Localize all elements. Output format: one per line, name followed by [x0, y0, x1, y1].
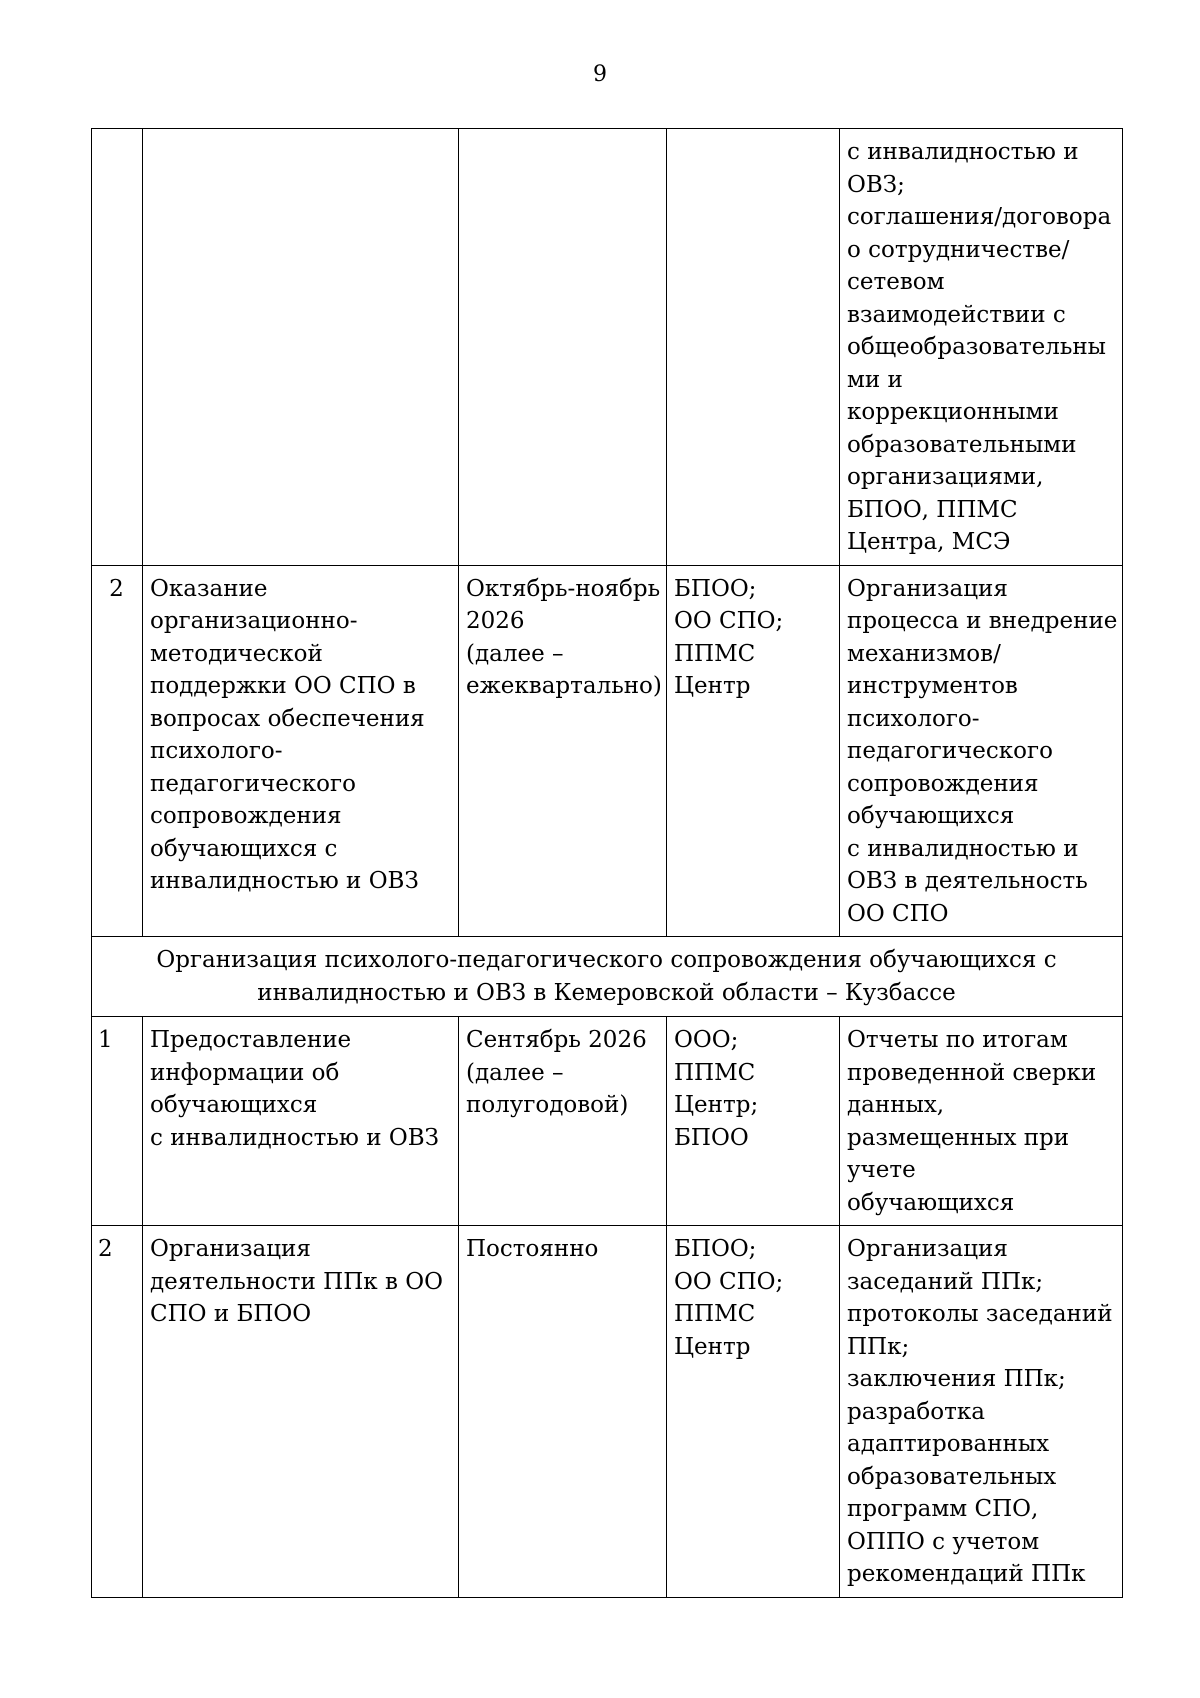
activity-line: психолого-: [150, 738, 283, 764]
section-header-row: [92, 937, 1123, 1017]
result-line: Организация: [847, 575, 1008, 602]
table-row: [92, 565, 1123, 937]
activity-line: сопровождения: [150, 803, 342, 829]
responsible-line: ОО СПО;: [674, 608, 784, 634]
activity-cell: [143, 1226, 459, 1598]
activity-line: организационно-: [150, 608, 358, 634]
term-line: (далее –: [466, 1059, 564, 1086]
result-line: БПОО, ППМС: [847, 496, 1018, 523]
result-line: адаптированных: [847, 1431, 1050, 1457]
table-row: [92, 129, 1123, 566]
result-line: заключения ППк;: [847, 1366, 1066, 1392]
responsible-cell: [667, 565, 840, 937]
responsible-cell: [667, 1226, 840, 1598]
result-line: механизмов/: [847, 640, 1001, 667]
section-header-cell: [92, 937, 1123, 1017]
activity-cell: [143, 129, 459, 566]
table-row: [92, 1226, 1123, 1598]
plan-table: [91, 128, 1123, 1598]
activity-line: обучающихся: [150, 1092, 318, 1118]
result-line: ми и: [847, 366, 903, 393]
result-line: программ СПО,: [847, 1496, 1039, 1522]
result-cell: [840, 1017, 1123, 1226]
activity-line: Предоставление: [150, 1027, 352, 1053]
result-line: процесса и внедрение: [847, 608, 1118, 634]
result-line: о сотрудничестве/: [847, 236, 1070, 263]
row-number-cell: 1: [92, 1017, 143, 1226]
section-title-line: Организация психолого-педагогического сопровождения обучающихся с: [156, 947, 1057, 973]
activity-line: деятельности ППк в ОО: [150, 1268, 443, 1295]
term-line: Сентябрь 2026: [466, 1027, 647, 1053]
result-line: соглашения/договора: [847, 204, 1112, 230]
activity-line: СПО и БПОО: [150, 1301, 312, 1327]
result-line: размещенных при: [847, 1124, 1070, 1151]
page-number: 9: [593, 62, 607, 87]
result-line: образовательных: [847, 1463, 1057, 1490]
responsible-line: БПОО: [674, 1124, 749, 1151]
result-line: сетевом: [847, 269, 945, 295]
term-line: Постоянно: [466, 1236, 599, 1262]
result-line: заседаний ППк;: [847, 1268, 1044, 1295]
activity-line: инвалидностью и ОВЗ: [150, 868, 419, 894]
result-line: образовательными: [847, 431, 1077, 458]
result-line: Организация: [847, 1236, 1008, 1262]
activity-line: поддержки ОО СПО в: [150, 673, 416, 699]
result-line: ОППО с учетом: [847, 1528, 1040, 1555]
result-line: педагогического: [847, 738, 1053, 764]
table-row: [92, 1017, 1123, 1226]
activity-line: Оказание: [150, 575, 268, 602]
result-line: общеобразовательны: [847, 334, 1106, 360]
row-number-cell: 2: [92, 565, 143, 937]
result-line: Отчеты по итогам: [847, 1027, 1068, 1053]
activity-line: информации об: [150, 1059, 340, 1086]
responsible-line: ООО;: [674, 1027, 739, 1053]
term-cell: [459, 129, 667, 566]
activity-line: вопросах обеспечения: [150, 705, 425, 732]
result-line: с инвалидностью и: [847, 139, 1079, 165]
result-line: ОО СПО: [847, 900, 949, 927]
result-line: ОВЗ в деятельность: [847, 868, 1088, 894]
responsible-line: БПОО;: [674, 1236, 757, 1262]
row-number-cell: [92, 129, 143, 566]
result-line: рекомендаций ППк: [847, 1561, 1086, 1587]
term-line: (далее –: [466, 640, 564, 667]
row-number-cell: 2: [92, 1226, 143, 1598]
term-line: Октябрь-ноябрь: [466, 575, 661, 602]
result-line: протоколы заседаний: [847, 1301, 1113, 1327]
result-line: разработка: [847, 1398, 985, 1425]
result-line: данных,: [847, 1092, 945, 1118]
result-line: Центра, МСЭ: [847, 529, 1011, 555]
result-line: сопровождения: [847, 770, 1039, 797]
responsible-cell: [667, 1017, 840, 1226]
responsible-line: Центр;: [674, 1092, 759, 1118]
responsible-cell: [667, 129, 840, 566]
responsible-line: БПОО;: [674, 575, 757, 602]
activity-line: с инвалидностью и ОВЗ: [150, 1124, 439, 1151]
activity-line: обучающихся с: [150, 835, 338, 862]
activity-line: методической: [150, 640, 323, 667]
result-line: коррекционными: [847, 399, 1059, 425]
result-line: обучающихся: [847, 803, 1015, 829]
result-cell: [840, 1226, 1123, 1598]
responsible-line: Центр: [674, 1333, 751, 1360]
activity-line: педагогического: [150, 770, 356, 797]
term-line: полугодовой): [466, 1092, 629, 1118]
term-line: ежеквартально): [466, 673, 662, 699]
responsible-line: ОО СПО;: [674, 1268, 784, 1295]
result-line: учете: [847, 1157, 916, 1183]
result-line: психолого-: [847, 705, 980, 732]
term-line: 2026: [466, 608, 525, 634]
responsible-line: ППМС: [674, 1059, 756, 1086]
term-cell: [459, 565, 667, 937]
result-line: инструментов: [847, 673, 1018, 699]
term-cell: [459, 1226, 667, 1598]
responsible-line: ППМС: [674, 1301, 756, 1327]
result-line: взаимодействии с: [847, 301, 1066, 328]
result-line: проведенной сверки: [847, 1059, 1097, 1086]
activity-cell: [143, 1017, 459, 1226]
section-title-line: инвалидностью и ОВЗ в Кемеровской области – Кузбассе: [257, 979, 956, 1006]
result-line: ОВЗ;: [847, 171, 905, 198]
result-line: с инвалидностью и: [847, 835, 1079, 862]
result-cell: [840, 565, 1123, 937]
activity-cell: [143, 565, 459, 937]
result-line: обучающихся: [847, 1189, 1015, 1216]
activity-line: Организация: [150, 1236, 311, 1262]
result-cell: [840, 129, 1123, 566]
responsible-line: Центр: [674, 673, 751, 699]
result-line: ППк;: [847, 1333, 910, 1360]
result-line: организациями,: [847, 464, 1044, 490]
term-cell: [459, 1017, 667, 1226]
responsible-line: ППМС: [674, 640, 756, 667]
